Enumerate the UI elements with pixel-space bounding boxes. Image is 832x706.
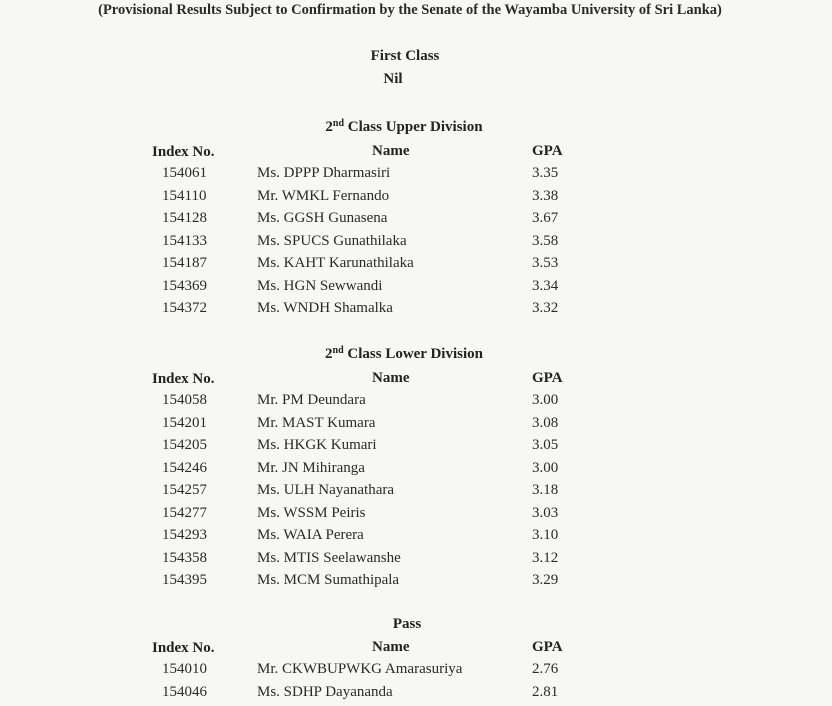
row-index: 154046 [162,683,207,700]
row-name: Ms. SDHP Dayananda [257,683,393,700]
row-gpa: 3.35 [532,165,559,181]
row-index: 154201 [162,414,207,431]
table-row [0,165,832,187]
lower-header-index: Index No. [152,371,215,387]
lower-division-title [0,345,808,363]
row-gpa: 3.05 [532,437,559,453]
row-name: Mr. MAST Kumara [257,414,376,431]
upper-header-name: Name [372,143,410,159]
upper-header-index: Index No. [152,144,215,160]
table-row [0,188,832,210]
row-index: 154246 [162,459,207,476]
table-row [0,415,832,437]
pass-title: Pass [392,616,422,632]
table-row [0,505,832,527]
row-gpa: 3.29 [532,572,559,588]
table-row [0,460,832,482]
lower-header-name: Name [372,370,410,386]
table-row [0,300,832,322]
row-name: Mr. JN Mihiranga [257,459,365,476]
table-row [0,482,832,504]
table-row [0,210,832,232]
row-gpa: 3.08 [532,414,559,431]
row-gpa: 3.18 [532,482,559,498]
pass-header-gpa: GPA [532,639,563,655]
upper-division-title [0,118,808,136]
row-name: Ms. MTIS Seelawanshe [257,549,401,566]
row-gpa: 3.53 [532,255,559,271]
upper-header-gpa: GPA [532,143,563,159]
row-gpa: 3.10 [532,527,559,543]
first-class-title: First Class [370,48,440,64]
row-name: Ms. MCM Sumathipala [257,572,400,588]
row-gpa: 2.81 [532,683,559,700]
table-row [0,550,832,572]
pass-header-name: Name [372,639,410,655]
table-row [0,684,832,706]
table-row [0,392,832,414]
row-index: 154257 [162,482,207,498]
row-gpa: 3.00 [532,459,559,476]
row-name: Mr. WMKL Fernando [257,187,390,204]
lower-title-sup: nd [332,345,344,356]
row-gpa: 3.03 [532,504,559,521]
row-gpa: 3.32 [532,300,559,316]
row-index: 154128 [162,210,207,226]
row-gpa: 3.67 [532,210,559,226]
row-index: 154205 [162,437,207,453]
row-name: Mr. CKWBUPWKG Amarasuriya [257,661,463,677]
table-row [0,661,832,683]
first-class-nil: Nil [383,71,403,87]
row-index: 154369 [162,277,207,294]
row-name: Ms. HGN Sewwandi [257,277,383,294]
row-name: Ms. WAIA Perera [257,527,364,543]
row-gpa: 3.00 [532,392,559,408]
row-gpa: 3.58 [532,232,559,249]
row-name: Ms. ULH Nayanathara [257,482,395,498]
table-row [0,437,832,459]
row-index: 154058 [162,392,207,408]
row-index: 154133 [162,232,207,249]
row-gpa: 3.12 [532,549,559,566]
row-gpa: 3.34 [532,277,559,294]
lower-title-rest: Class Lower Division [343,346,483,362]
row-gpa: 3.38 [532,187,559,204]
document-subtitle: (Provisional Results Subject to Confirmation by the Senate of the Wayamba University of Sri Lanka) [98,2,722,18]
row-index: 154358 [162,549,207,566]
lower-header-gpa: GPA [532,370,563,386]
pass-header-index: Index No. [152,640,215,656]
upper-title-sup: nd [332,118,345,129]
row-index: 154187 [162,255,207,271]
lower-title-num: 2 [325,346,333,362]
row-name: Mr. PM Deundara [257,392,366,408]
row-index: 154277 [162,504,207,521]
table-row [0,278,832,300]
row-name: Ms. HKGK Kumari [257,437,377,453]
row-name: Ms. SPUCS Gunathilaka [257,232,407,249]
row-name: Ms. WNDH Shamalka [257,300,393,316]
table-row [0,572,832,594]
row-index: 154293 [162,527,207,543]
table-row [0,527,832,549]
row-name: Ms. DPPP Dharmasiri [257,165,391,181]
row-index: 154061 [162,165,207,181]
row-index: 154010 [162,661,207,677]
upper-title-rest: Class Upper Division [344,119,483,135]
row-index: 154395 [162,572,207,588]
row-name: Ms. GGSH Gunasena [257,210,388,226]
row-index: 154110 [162,187,207,204]
row-name: Ms. WSSM Peiris [257,504,366,521]
row-gpa: 2.76 [532,661,559,677]
row-index: 154372 [162,300,207,316]
table-row [0,233,832,255]
table-row [0,255,832,277]
upper-title-num: 2 [325,119,333,135]
row-name: Ms. KAHT Karunathilaka [257,255,414,271]
